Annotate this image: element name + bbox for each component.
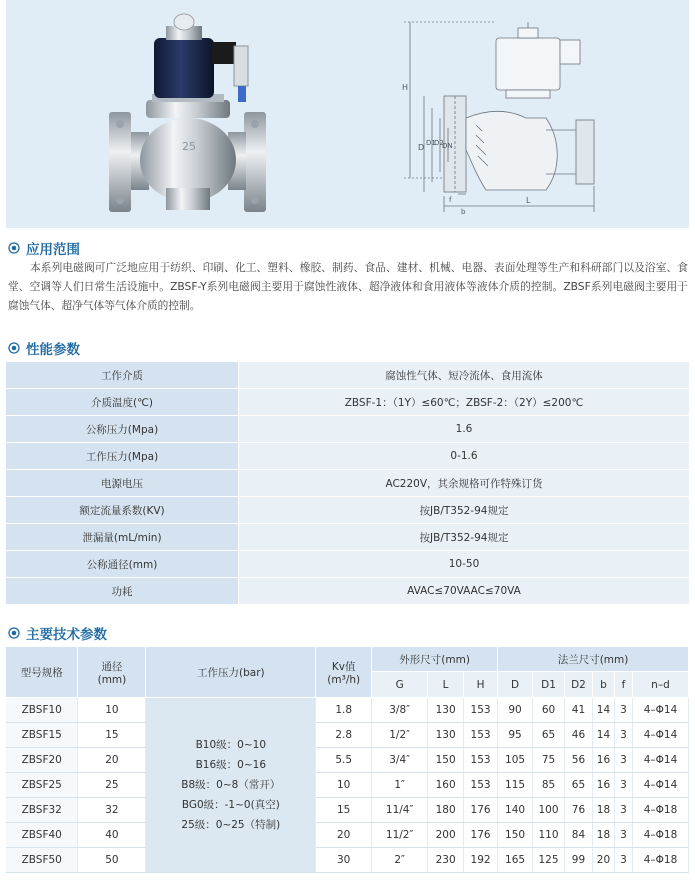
performance-title: 性能参数 [26, 342, 80, 358]
cell-d2: 99 [565, 848, 593, 873]
cell-l: 150 [428, 748, 464, 773]
performance-label: 电源电压 [6, 470, 239, 497]
cell-nd: 4–Φ14 [632, 748, 688, 773]
circle-bullet-icon [8, 342, 20, 354]
cell-h: 192 [464, 848, 498, 873]
cell-l: 130 [428, 723, 464, 748]
cell-f: 3 [614, 748, 632, 773]
section-title-specs [8, 623, 107, 643]
dimension-drawing [404, 22, 594, 212]
cell-model: ZBSF25 [6, 773, 78, 798]
cell-h: 176 [464, 823, 498, 848]
hero-illustration [6, 0, 689, 228]
cell-d1: 100 [533, 798, 565, 823]
cell-f: 3 [614, 698, 632, 723]
cell-d: 140 [498, 798, 533, 823]
pressure-level: B16级：0~16 [195, 759, 266, 771]
dim-label-dn: DN [442, 142, 453, 150]
cell-bore: 32 [78, 798, 146, 823]
cell-d2: 46 [565, 723, 593, 748]
cell-d1: 110 [533, 823, 565, 848]
valve-photo [109, 14, 266, 212]
cell-l: 160 [428, 773, 464, 798]
cell-kv: 15 [316, 798, 372, 823]
cell-model: ZBSF32 [6, 798, 78, 823]
performance-value: 10-50 [239, 551, 690, 578]
header-d2: D2 [565, 672, 593, 698]
cell-bore: 15 [78, 723, 146, 748]
performance-value: 按JB/T352-94规定 [239, 524, 690, 551]
cell-d2: 84 [565, 823, 593, 848]
header-kv-unit: (m³/h) [327, 673, 361, 686]
dim-label-h: H [402, 83, 409, 92]
dim-label-d2: D2 [434, 139, 444, 147]
cell-kv: 30 [316, 848, 372, 873]
cell-d1: 65 [533, 723, 565, 748]
cell-h: 153 [464, 773, 498, 798]
cell-model: ZBSF10 [6, 698, 78, 723]
performance-table [6, 362, 689, 605]
cell-l: 130 [428, 698, 464, 723]
header-bore [78, 647, 146, 698]
cell-d: 95 [498, 723, 533, 748]
cell-h: 176 [464, 798, 498, 823]
performance-row [6, 443, 689, 470]
cell-b: 20 [592, 848, 614, 873]
cell-model: ZBSF20 [6, 748, 78, 773]
performance-label: 泄漏量(mL/min) [6, 524, 239, 551]
section-title-performance [8, 338, 80, 358]
cell-nd: 4–Φ18 [632, 798, 688, 823]
performance-value: 按JB/T352-94规定 [239, 497, 690, 524]
cell-model: ZBSF40 [6, 823, 78, 848]
header-dims: 外形尺寸(mm) [372, 647, 498, 672]
header-d1: D1 [533, 672, 565, 698]
cell-f: 3 [614, 823, 632, 848]
header-model: 型号规格 [6, 647, 78, 698]
performance-value: 腐蚀性气体、短冷流体、食用流体 [239, 362, 690, 389]
header-h: H [464, 672, 498, 698]
cell-f: 3 [614, 773, 632, 798]
cell-d2: 76 [565, 798, 593, 823]
cell-b: 14 [592, 698, 614, 723]
cell-g: 11/4″ [372, 798, 428, 823]
circle-bullet-icon [8, 627, 20, 639]
cell-bore: 40 [78, 823, 146, 848]
cell-kv: 1.8 [316, 698, 372, 723]
performance-row [6, 578, 689, 605]
header-g: G [372, 672, 428, 698]
cell-bore: 20 [78, 748, 146, 773]
table-row [6, 848, 689, 873]
header-kv [316, 647, 372, 698]
dim-label-f: f [449, 196, 452, 204]
header-flange: 法兰尺寸(mm) [498, 647, 689, 672]
cell-bore: 10 [78, 698, 146, 723]
specs-table [6, 647, 689, 873]
cell-kv: 5.5 [316, 748, 372, 773]
performance-value: ZBSF-1：（1Y）≤60℃；ZBSF-2：（2Y）≤200℃ [239, 389, 690, 416]
table-row [6, 773, 689, 798]
section-title-application [8, 238, 80, 258]
cell-h: 153 [464, 698, 498, 723]
cell-d1: 85 [533, 773, 565, 798]
specs-title: 主要技术参数 [26, 627, 107, 643]
table-row [6, 698, 689, 723]
dim-label-d: D [418, 143, 425, 152]
table-row [6, 748, 689, 773]
cell-g: 1″ [372, 773, 428, 798]
intro-paragraph: 本系列电磁阀可广泛地应用于纺织、印刷、化工、塑料、橡胶、制药、食品、建材、机械、电器、表面处理等生产和科研部门以及浴室、食堂、空调等人们日常生活设施中。ZBSF-Y系列电磁阀主要用于腐蚀性液体、超净液体和食用液体等液体介质的控制。ZBSF系列电磁阀主要用于腐蚀气体、超净气体等气体介质的控制。 [8, 261, 688, 312]
cell-kv: 10 [316, 773, 372, 798]
cell-bore: 25 [78, 773, 146, 798]
cell-kv: 2.8 [316, 723, 372, 748]
cell-d: 115 [498, 773, 533, 798]
cell-h: 153 [464, 748, 498, 773]
table-row [6, 723, 689, 748]
cell-g: 2″ [372, 848, 428, 873]
header-pressure: 工作压力(bar) [146, 647, 316, 698]
pressure-level: B8级：0~8（常开） [181, 779, 281, 791]
header-bore-unit: (mm) [97, 673, 127, 686]
performance-value: AC220V，其余规格可作特殊订货 [239, 470, 690, 497]
dim-label-b: b [461, 208, 466, 216]
cell-h: 153 [464, 723, 498, 748]
cell-model: ZBSF50 [6, 848, 78, 873]
cell-g: 11/2″ [372, 823, 428, 848]
cell-bore: 50 [78, 848, 146, 873]
performance-label: 功耗 [6, 578, 239, 605]
cell-nd: 4–Φ18 [632, 823, 688, 848]
cell-nd: 4–Φ14 [632, 723, 688, 748]
cell-b: 18 [592, 798, 614, 823]
performance-label: 额定流量系数(KV) [6, 497, 239, 524]
cell-b: 18 [592, 823, 614, 848]
cell-g: 3/8″ [372, 698, 428, 723]
cell-d2: 56 [565, 748, 593, 773]
performance-row [6, 551, 689, 578]
performance-label: 介质温度(℃) [6, 389, 239, 416]
performance-value: 0-1.6 [239, 443, 690, 470]
header-bore-label: 通径 [101, 660, 123, 673]
performance-row [6, 416, 689, 443]
cell-l: 200 [428, 823, 464, 848]
cell-d1: 125 [533, 848, 565, 873]
performance-value: 1.6 [239, 416, 690, 443]
performance-row [6, 497, 689, 524]
header-l: L [428, 672, 464, 698]
pressure-levels-cell [146, 698, 316, 873]
header-kv-label: Kv值 [331, 660, 356, 673]
cell-d1: 75 [533, 748, 565, 773]
performance-value: AVAC≤70VAAC≤70VA [239, 578, 690, 605]
cell-g: 3/4″ [372, 748, 428, 773]
dim-label-d1: D1 [426, 139, 436, 147]
dim-label-l: L [526, 196, 531, 205]
cell-d: 105 [498, 748, 533, 773]
performance-row [6, 470, 689, 497]
cell-l: 180 [428, 798, 464, 823]
header-f: f [614, 672, 632, 698]
cell-nd: 4–Φ18 [632, 848, 688, 873]
cell-d2: 65 [565, 773, 593, 798]
header-d: D [498, 672, 533, 698]
performance-row [6, 389, 689, 416]
cell-g: 1/2″ [372, 723, 428, 748]
cell-b: 14 [592, 723, 614, 748]
pressure-level: 25级：0~25（特制) [181, 819, 281, 831]
cell-d1: 60 [533, 698, 565, 723]
cell-nd: 4–Φ14 [632, 698, 688, 723]
table-row [6, 798, 689, 823]
specs-header-row [6, 647, 689, 672]
cell-l: 230 [428, 848, 464, 873]
performance-label: 公称通径(mm) [6, 551, 239, 578]
hero-banner [6, 0, 689, 228]
cell-d2: 41 [565, 698, 593, 723]
valve-stamp: 25 [182, 140, 196, 153]
cell-kv: 20 [316, 823, 372, 848]
performance-label: 工作压力(Mpa) [6, 443, 239, 470]
table-row [6, 823, 689, 848]
circle-bullet-icon [8, 242, 20, 254]
cell-f: 3 [614, 723, 632, 748]
cell-d: 90 [498, 698, 533, 723]
cell-nd: 4–Φ14 [632, 773, 688, 798]
performance-row [6, 362, 689, 389]
performance-row [6, 524, 689, 551]
performance-label: 工作介质 [6, 362, 239, 389]
cell-b: 16 [592, 773, 614, 798]
cell-d: 150 [498, 823, 533, 848]
cell-model: ZBSF15 [6, 723, 78, 748]
cell-f: 3 [614, 798, 632, 823]
cell-b: 16 [592, 748, 614, 773]
header-nd: n–d [632, 672, 688, 698]
pressure-level: B10级：0~10 [195, 739, 266, 751]
header-b: b [592, 672, 614, 698]
cell-d: 165 [498, 848, 533, 873]
cell-f: 3 [614, 848, 632, 873]
application-title: 应用范围 [26, 242, 80, 258]
performance-label: 公称压力(Mpa) [6, 416, 239, 443]
pressure-level: BG0级：-1~0(真空) [181, 799, 280, 811]
